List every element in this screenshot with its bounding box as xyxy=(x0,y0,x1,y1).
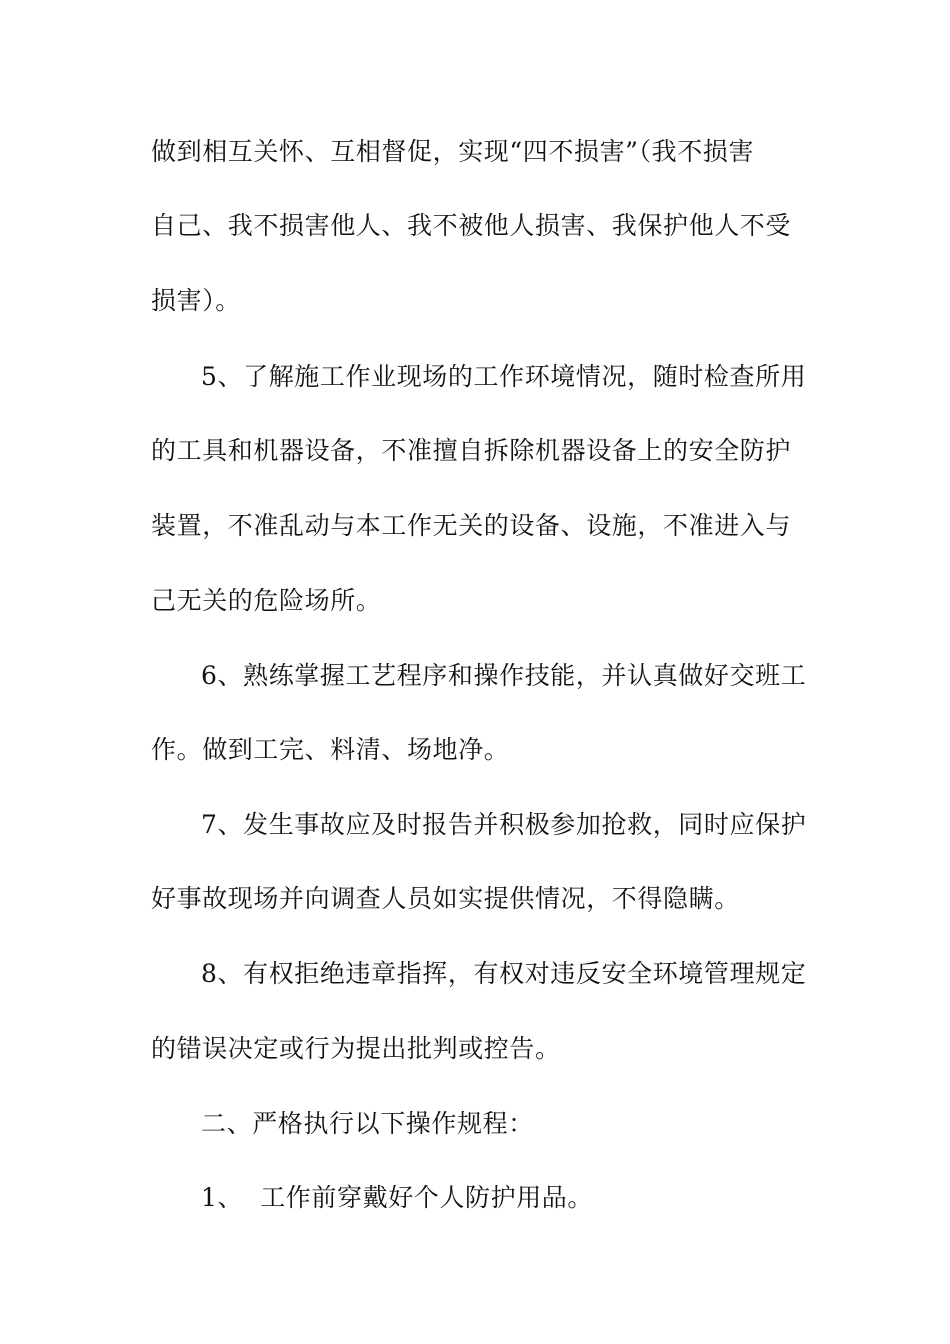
text-line: 好事故现场并向调查人员如实提供情况，不得隐瞒。 xyxy=(151,884,740,913)
text-line: 装置，不准乱动与本工作无关的设备、设施，不准进入与 xyxy=(151,511,792,540)
text-line: 作。做到工完、料清、场地净。 xyxy=(151,735,510,764)
text-line: 自己、我不损害他人、我不被他人损害、我保护他人不受 xyxy=(151,211,792,240)
paragraph-item-5: 5、了解施工作业现场的工作环境情况，随时检查所用 xyxy=(201,362,807,391)
text-line: 的工具和机器设备，不准擅自拆除机器设备上的安全防护 xyxy=(151,436,792,465)
paragraph-item-8: 8、有权拒绝违章指挥，有权对违反安全环境管理规定 xyxy=(201,959,807,988)
list-item-1: 1、 工作前穿戴好个人防护用品。 xyxy=(201,1183,594,1212)
paragraph-item-6: 6、熟练掌握工艺程序和操作技能，并认真做好交班工 xyxy=(201,661,807,690)
section-heading: 二、严格执行以下操作规程： xyxy=(201,1109,534,1138)
paragraph-item-7: 7、发生事故应及时报告并积极参加抢救，同时应保护 xyxy=(201,810,807,839)
text-line: 己无关的危险场所。 xyxy=(151,586,382,615)
text-line: 做到相互关怀、互相督促，实现“四不损害”（我不损害 xyxy=(151,137,755,166)
text-line: 损害）。 xyxy=(151,286,241,315)
text-line: 的错误决定或行为提出批判或控告。 xyxy=(151,1034,561,1063)
